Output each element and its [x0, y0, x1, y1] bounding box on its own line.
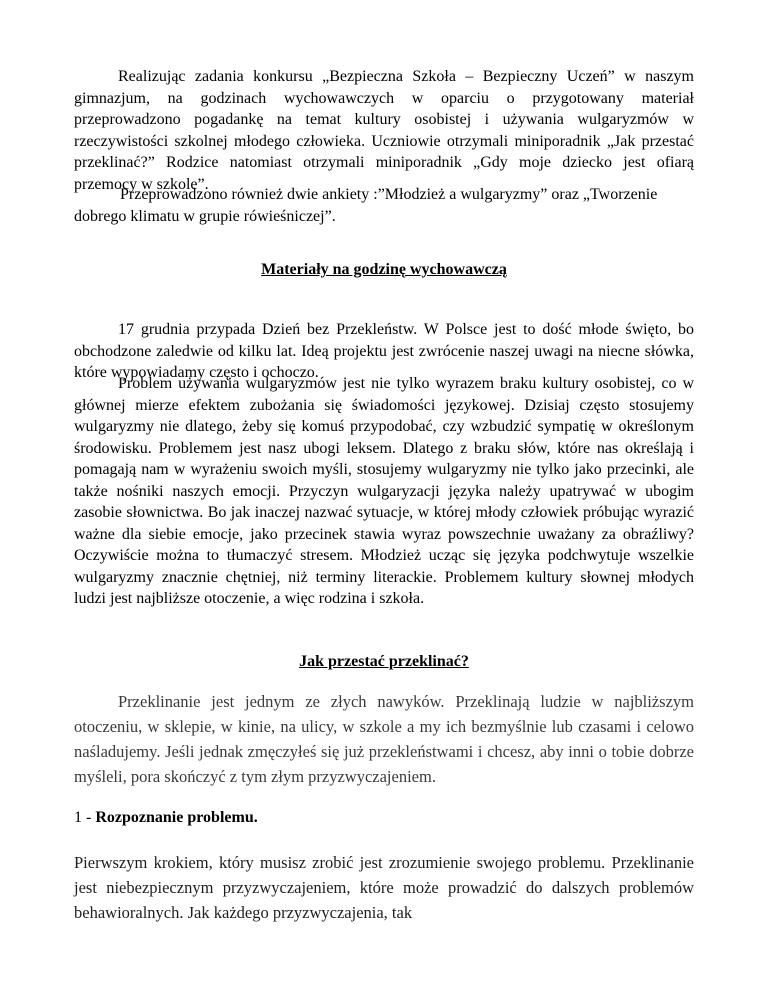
- materials-paragraph-1: 17 grudnia przypada Dzień bez Przekleństw. W Polsce jest to dość młode święto, bo obchodzone zaledwie od kilku lat. Ideą projektu jest zwrócenie naszej uwagi na niecne słówka, które wypowiadamy często i ochoczo.: [74, 321, 694, 381]
- step-number: 1 -: [74, 809, 96, 826]
- step-title: Rozpoznanie problemu.: [95, 809, 258, 826]
- intro-paragraph: Realizując zadania konkursu „Bezpieczna Szkoła – Bezpieczny Uczeń” w naszym gimnazjum, na godzinach wychowawczych w oparciu o przygotowany materiał przeprowadzono pogadankę na temat kultury osobistej i używania wulgaryzmów w rzeczywistości szkolnej młodego człowieka. Uczniowie otrzymali miniporadnik „Jak przestać przeklinać?” Rodzice natomiast otrzymali miniporadnik „Gdy moje dziecko jest ofiarą przemocy w szkole”.: [74, 68, 694, 193]
- materials-paragraph-2: Problem używania wulgaryzmów jest nie tylko wyrazem braku kultury osobistej, co w głównej mierze efektem zubożania się świadomości językowej. Dzisiaj często stosujemy wulgaryzmy nie dlatego, żeby się komuś przypodobać, czy wzbudzić sympatię w określonym środowisku. Problemem jest nasz ubogi leksem. Dlatego z braku słów, które nas określają i pomagają nam w wyrażeniu swoich myśli, stosujemy wulgaryzmy nie tylko jako przecinki, ale także nośniki naszych emocji. Przyczyn wulgaryzacji języka należy upatrywać w ubogim zasobie słownictwa. Bo jak inaczej nazwać sytuacje, w której młody człowiek próbując wyrazić ważne dla siebie emocje, jako przecinek stawia wyraz powszechnie uważany za obraźliwy? Oczywiście można to tłumaczyć stresem. Młodzież ucząc się języka podchwytuje wszelkie wulgaryzmy znacznie chętniej, niż terminy literackie. Problemem kultury słownej młodych ludzi jest najbliższe otoczenie, a więc rodzina i szkoła.: [74, 375, 694, 607]
- how-to-stop-paragraph: Przeklinanie jest jednym ze złych nawyków. Przeklinają ludzie w najbliższym otoczeniu, w sklepie, w kinie, na ulicy, w szkole a my ich bezmyślnie lub czasami i celowo naśladujemy. Jeśli jednak zmęczyłeś się już przekleństwami i chcesz, aby inni o tobie dobrze myśleli, pora skończyć z tym złym przyzwyczajeniem.: [74, 692, 694, 786]
- section-heading-how-to-stop: Jak przestać przeklinać?: [299, 653, 469, 670]
- intro-surveys-paragraph: Przeprowadzono również dwie ankiety :”Młodzież a wulgaryzmy” oraz „Tworzenie dobrego klimatu w grupie rówieśniczej”.: [74, 186, 658, 225]
- section-heading-materials: Materiały na godzinę wychowawczą: [261, 261, 507, 278]
- step-1-text: Pierwszym krokiem, który musisz zrobić jest zrozumienie swojego problemu. Przeklinanie jest niebezpiecznym przyzwyczajeniem, które może prowadzić do dalszych problemów behawioralnych. Jak każdego przyzwyczajenia, tak: [74, 853, 694, 922]
- step-1-heading: [74, 807, 694, 828]
